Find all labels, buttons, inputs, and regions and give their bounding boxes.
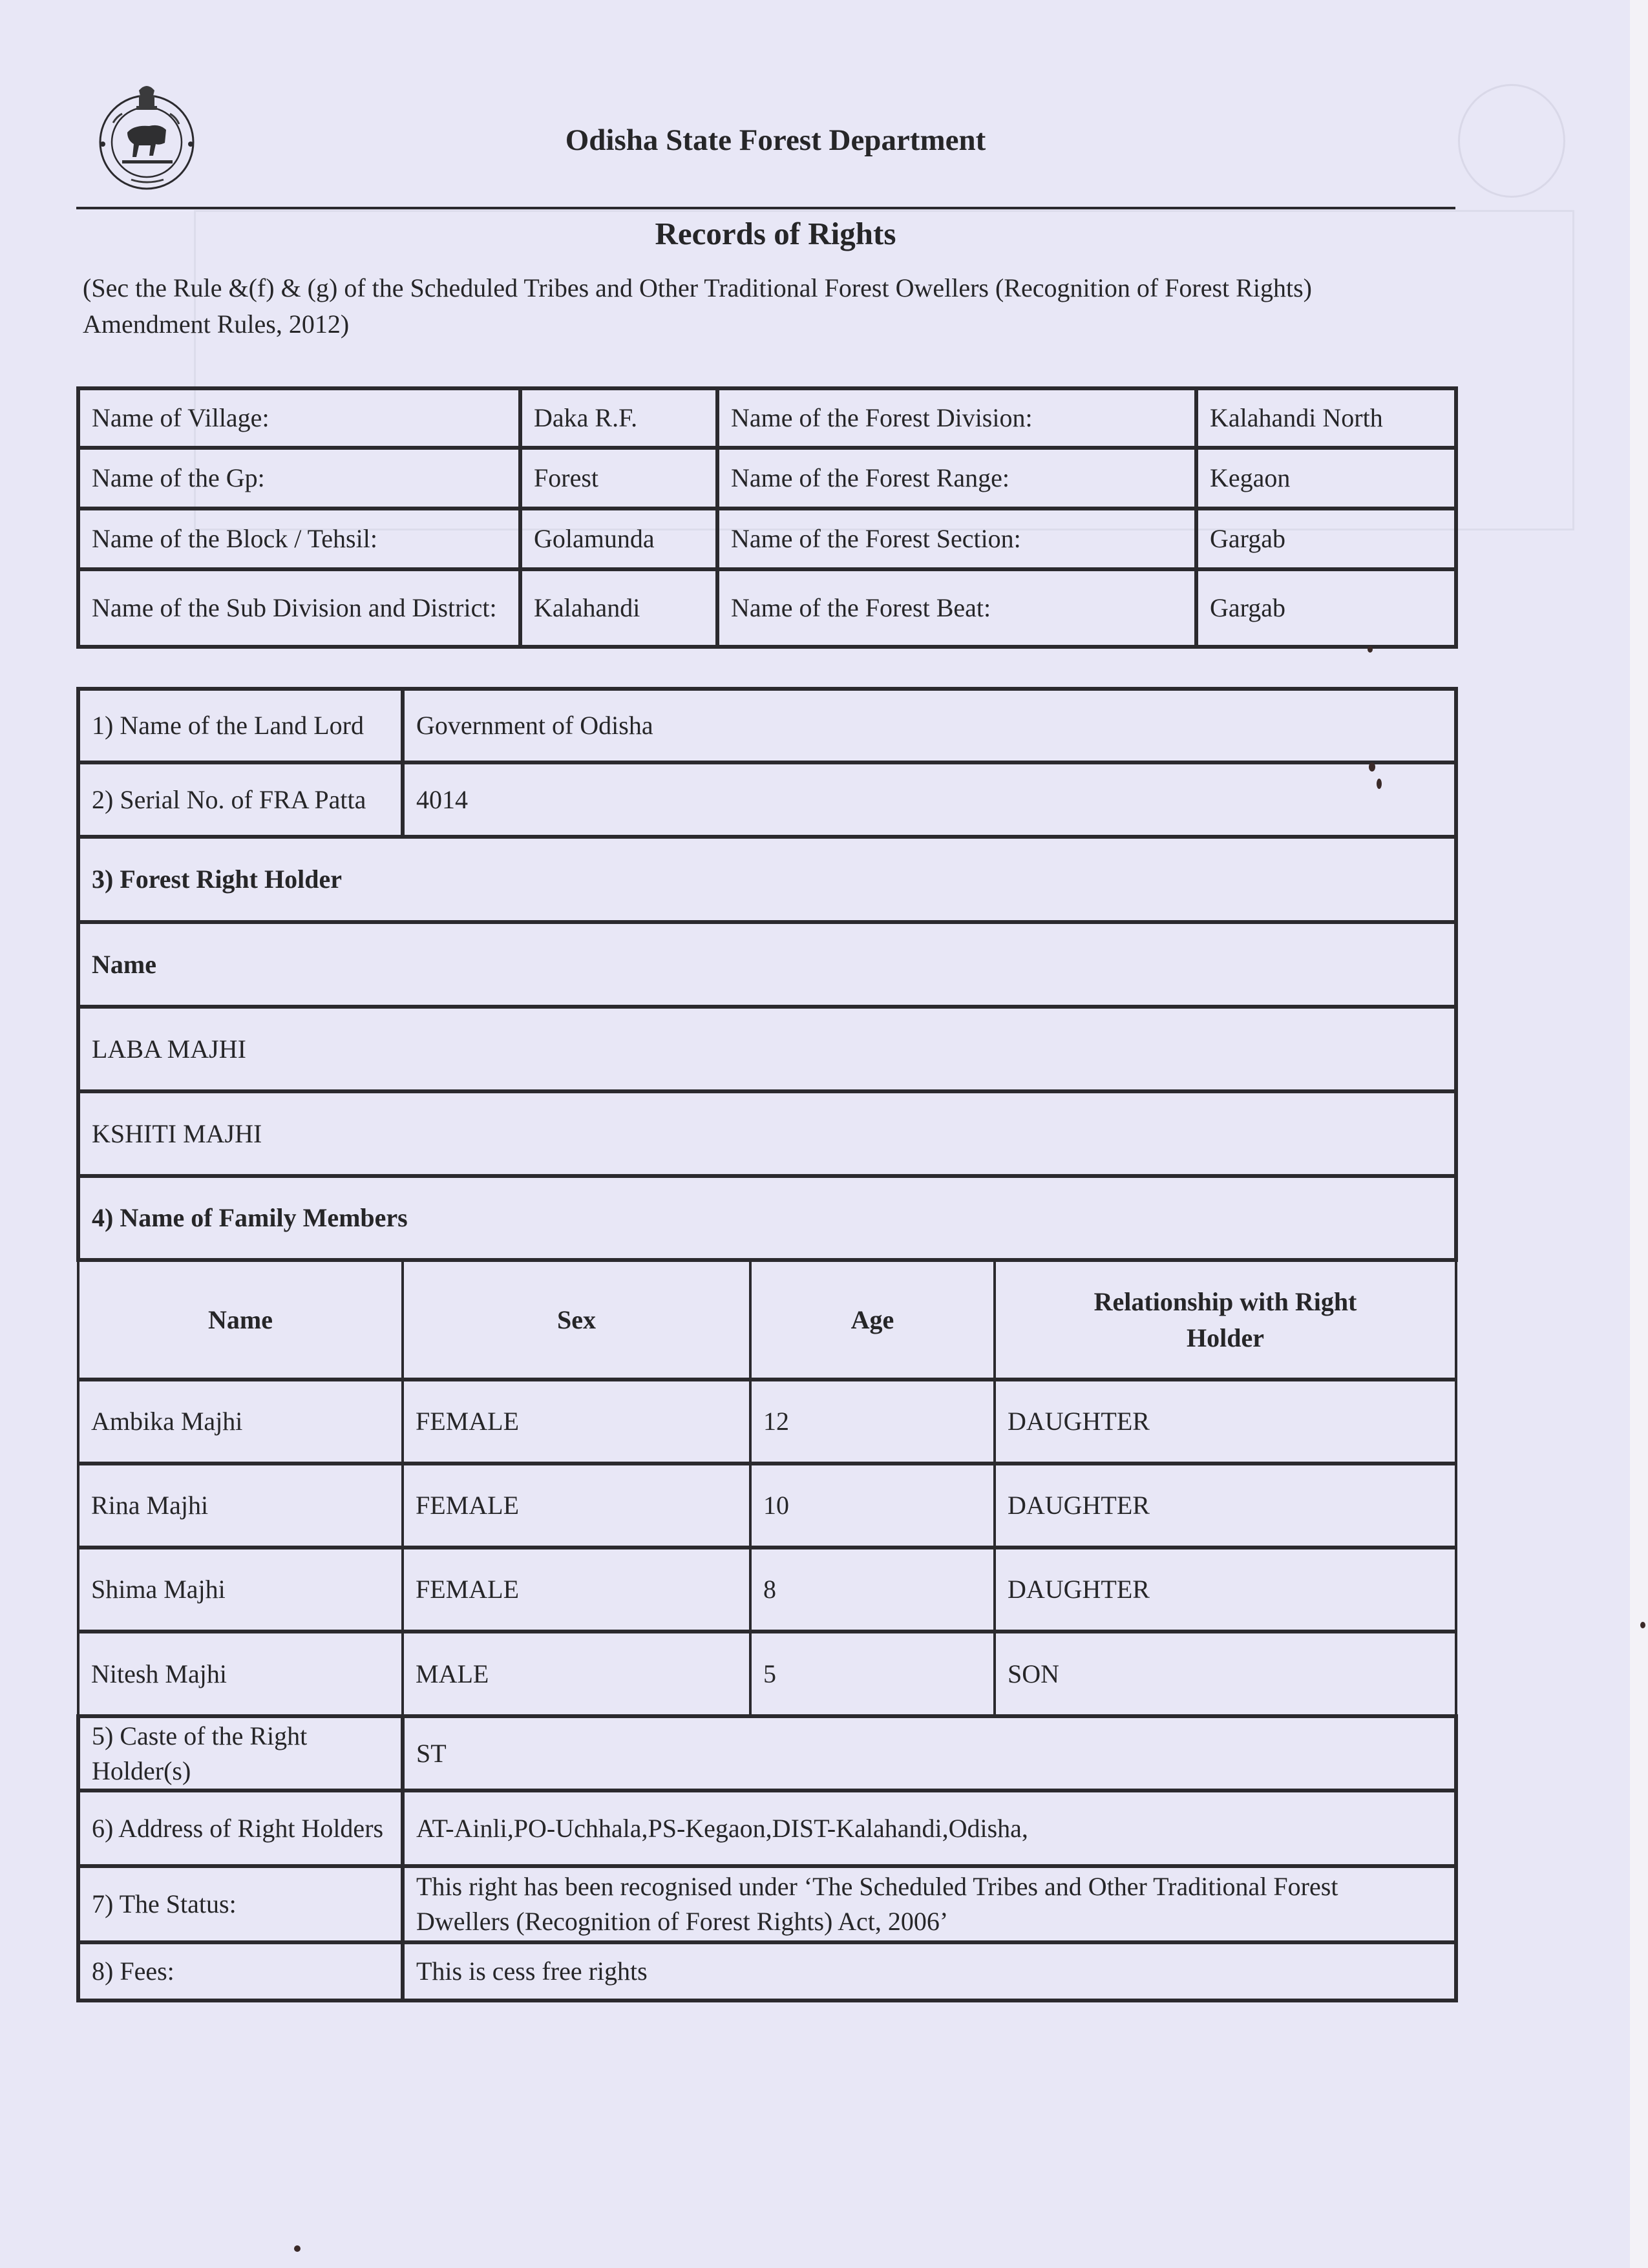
scan-edge bbox=[1630, 0, 1648, 2268]
village-value: Daka R.F. bbox=[520, 388, 717, 448]
member-age: 10 bbox=[750, 1464, 995, 1548]
forest-range-label: Name of the Forest Range: bbox=[717, 448, 1196, 509]
member-name: Shima Majhi bbox=[78, 1548, 403, 1632]
member-name: Ambika Majhi bbox=[78, 1380, 403, 1464]
table-row bbox=[78, 388, 1456, 448]
address-row bbox=[78, 1790, 1456, 1866]
table-row bbox=[78, 569, 1456, 647]
scan-speck bbox=[1368, 646, 1373, 653]
gp-value: Forest bbox=[520, 448, 717, 509]
table-row bbox=[78, 448, 1456, 509]
holder-name: LABA MAJHI bbox=[78, 1007, 1456, 1091]
scan-speck bbox=[1377, 779, 1382, 789]
table-row bbox=[78, 1464, 1456, 1548]
forest-right-holder-heading: 3) Forest Right Holder bbox=[78, 837, 1456, 922]
document-subtitle: (Sec the Rule &(f) & (g) of the Scheduled Tribes and Other Traditional Forest Owellers (Recognition of Forest Rights) Amendment Rules, 2012) bbox=[83, 273, 1312, 339]
forest-beat-value: Gargab bbox=[1196, 569, 1456, 647]
subdivision-district-value: Kalahandi bbox=[520, 569, 717, 647]
serial-no-label: 2) Serial No. of FRA Patta bbox=[78, 762, 403, 837]
rights-table bbox=[76, 687, 1458, 2002]
column-header-sex: Sex bbox=[403, 1260, 750, 1380]
scan-speck bbox=[1369, 762, 1375, 772]
address-label: 6) Address of Right Holders bbox=[78, 1790, 403, 1866]
fees-value: This is cess free rights bbox=[403, 1942, 1456, 2000]
column-header-name: Name bbox=[78, 1260, 403, 1380]
table-row bbox=[78, 1007, 1456, 1091]
status-row bbox=[78, 1866, 1456, 1942]
bleed-through-seal bbox=[1458, 84, 1565, 198]
forest-division-label: Name of the Forest Division: bbox=[717, 388, 1196, 448]
family-members-heading-row bbox=[78, 1176, 1456, 1260]
address-value: AT-Ainli,PO-Uchhala,PS-Kegaon,DIST-Kalahandi,Odisha, bbox=[403, 1790, 1456, 1866]
holder-name-header-row bbox=[78, 922, 1456, 1007]
scan-speck bbox=[294, 2245, 301, 2252]
forest-section-label: Name of the Forest Section: bbox=[717, 509, 1196, 569]
table-row bbox=[78, 1091, 1456, 1176]
member-sex: MALE bbox=[403, 1632, 750, 1716]
member-age: 5 bbox=[750, 1632, 995, 1716]
gp-label: Name of the Gp: bbox=[78, 448, 520, 509]
document-title: Records of Rights bbox=[655, 216, 896, 251]
column-header-relationship: Relationship with Right Holder bbox=[995, 1260, 1456, 1380]
member-sex: FEMALE bbox=[403, 1464, 750, 1548]
location-table bbox=[76, 386, 1458, 649]
status-label: 7) The Status: bbox=[78, 1866, 403, 1942]
organization-title: Odisha State Forest Department bbox=[565, 123, 986, 157]
forest-range-value: Kegaon bbox=[1196, 448, 1456, 509]
caste-label: 5) Caste of the Right Holder(s) bbox=[78, 1716, 403, 1790]
member-relationship: SON bbox=[995, 1632, 1456, 1716]
family-members-heading: 4) Name of Family Members bbox=[78, 1176, 1456, 1260]
table-row bbox=[78, 1632, 1456, 1716]
village-label: Name of Village: bbox=[78, 388, 520, 448]
column-header-age: Age bbox=[750, 1260, 995, 1380]
scan-speck bbox=[1640, 1622, 1645, 1628]
table-row bbox=[78, 509, 1456, 569]
holder-name: KSHITI MAJHI bbox=[78, 1091, 1456, 1176]
land-lord-value: Government of Odisha bbox=[403, 689, 1456, 762]
forest-division-value: Kalahandi North bbox=[1196, 388, 1456, 448]
member-name: Nitesh Majhi bbox=[78, 1632, 403, 1716]
forest-right-holder-heading-row bbox=[78, 837, 1456, 922]
subdivision-district-label: Name of the Sub Division and District: bbox=[78, 569, 520, 647]
serial-no-value: 4014 bbox=[403, 762, 1456, 837]
member-relationship: DAUGHTER bbox=[995, 1380, 1456, 1464]
member-sex: FEMALE bbox=[403, 1380, 750, 1464]
member-age: 8 bbox=[750, 1548, 995, 1632]
forest-section-value: Gargab bbox=[1196, 509, 1456, 569]
fees-row bbox=[78, 1942, 1456, 2000]
block-tehsil-label: Name of the Block / Tehsil: bbox=[78, 509, 520, 569]
header-divider bbox=[76, 207, 1455, 209]
land-lord-label: 1) Name of the Land Lord bbox=[78, 689, 403, 762]
holder-name-header: Name bbox=[78, 922, 1456, 1007]
fees-label: 8) Fees: bbox=[78, 1942, 403, 2000]
table-row bbox=[78, 1380, 1456, 1464]
member-name: Rina Majhi bbox=[78, 1464, 403, 1548]
serial-no-row bbox=[78, 762, 1456, 837]
member-sex: FEMALE bbox=[403, 1548, 750, 1632]
family-header-row bbox=[78, 1260, 1456, 1380]
table-row bbox=[78, 1548, 1456, 1632]
member-age: 12 bbox=[750, 1380, 995, 1464]
block-tehsil-value: Golamunda bbox=[520, 509, 717, 569]
forest-beat-label: Name of the Forest Beat: bbox=[717, 569, 1196, 647]
member-relationship: DAUGHTER bbox=[995, 1464, 1456, 1548]
member-relationship: DAUGHTER bbox=[995, 1548, 1456, 1632]
land-lord-row bbox=[78, 689, 1456, 762]
caste-row bbox=[78, 1716, 1456, 1790]
status-value: This right has been recognised under ‘The Scheduled Tribes and Other Traditional Forest Dwellers (Recognition of Forest Rights) Act, 2006’ bbox=[403, 1866, 1456, 1942]
caste-value: ST bbox=[403, 1716, 1456, 1790]
